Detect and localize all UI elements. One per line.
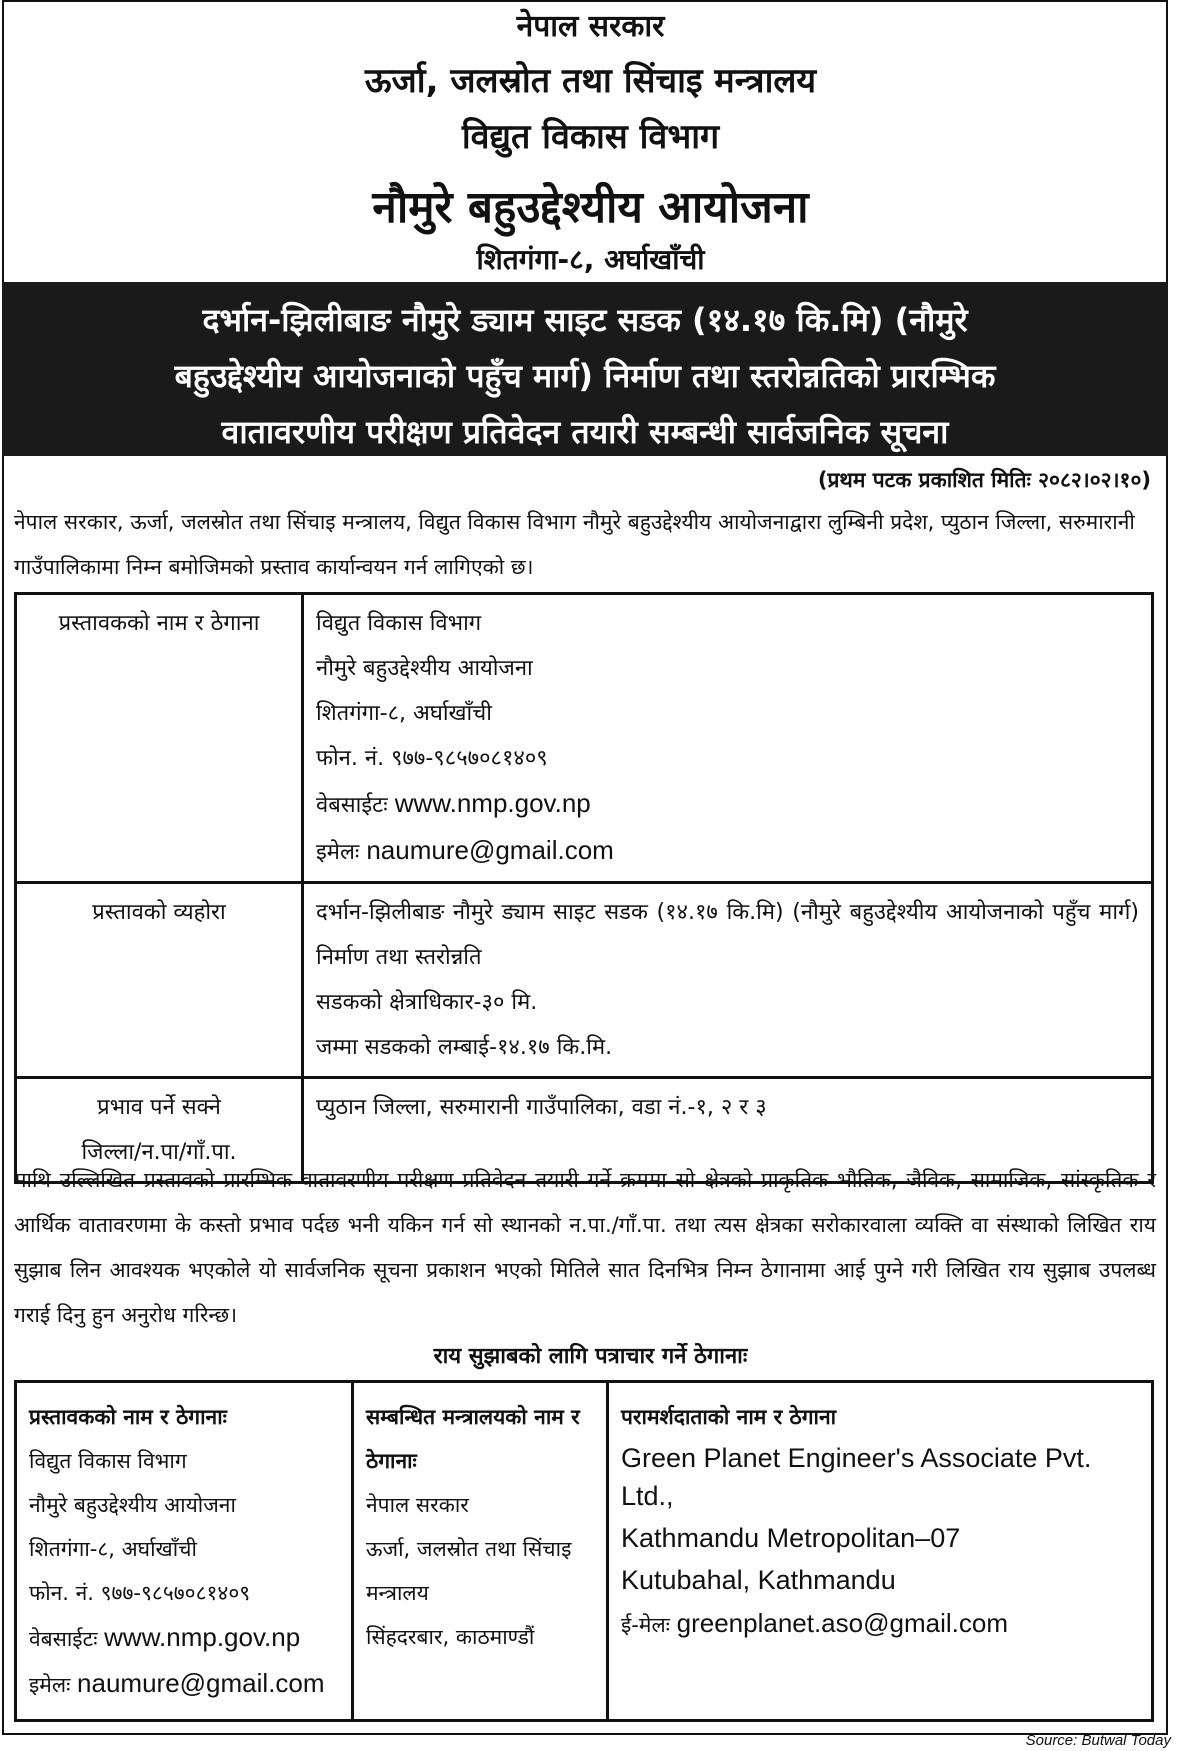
- header-project: नौमुरे बहुउद्देश्यीय आयोजना: [372, 182, 809, 233]
- header-ministry: ऊर्जा, जलस्रोत तथा सिंचाइ मन्त्रालय: [364, 61, 817, 101]
- proponent-address-phone: फोन. नं. ९७७-९८५७०८१४०९: [29, 1581, 251, 1605]
- consultant-locality: Kutubahal, Kathmandu: [621, 1565, 896, 1595]
- proponent-address-cell: [16, 1382, 353, 1721]
- email-link[interactable]: naumure@gmail.com: [77, 1668, 325, 1698]
- proponent-email-line: [316, 828, 1139, 875]
- ministry-location: सिंहदरबार, काठमाण्डौं: [366, 1625, 535, 1649]
- notice-title-line-1: दर्भान-झिलीबाङ नौमुरे ड्याम साइट सडक (१४.१७ कि.मि) (नौमुरे: [202, 301, 968, 339]
- proposal-label: प्रस्तावको व्यहोरा: [16, 883, 303, 1078]
- request-paragraph: माथि उल्लिखित प्रस्तावको प्रारम्भिक वातावरणीय परीक्षण प्रतिवेदन तयारी गर्ने क्रममा सो क्षेत्रको प्राकृतिक भौतिक, जैविक, सामाजिक, सांस्कृतिक र आर्थिक वातावरणमा के कस्तो प्रभाव पर्दछ भनी यकिन गर्न सो स्थानको न.पा./गाँ.पा. तथा त्यस क्षेत्रका सरोकारवाला व्यक्ति वा संस्थाको लिखित राय सुझाब लिन आवश्यक भएकोले यो सार्वजनिक सूचना प्रकाशन भएको मितिले सात दिनभित्र निम्न ठेगानामा आई पुग्ने गरी लिखित राय सुझाब उपलब्ध गराई दिनु हुन अनुरोध गरिन्छ।: [14, 1168, 1156, 1327]
- proposal-details: [303, 883, 1153, 1078]
- publication-date: (प्रथम पटक प्रकाशित मितिः २०८२।०२।१०): [817, 468, 1151, 492]
- ministry-address-heading: सम्बन्धित मन्त्रालयको नाम र ठेगानाः: [366, 1405, 580, 1473]
- proponent-address-location: शितगंगा-८, अर्घाखाँची: [29, 1537, 197, 1561]
- table-row: [16, 883, 1153, 1078]
- website-link[interactable]: www.nmp.gov.np: [394, 788, 591, 818]
- proponent-address-website-line: [29, 1615, 339, 1661]
- proponent-address-email-line: [29, 1661, 339, 1707]
- ministry-government: नेपाल सरकार: [366, 1493, 469, 1517]
- affected-area-label-line-1: प्रभाव पर्ने सक्ने: [97, 1095, 221, 1120]
- email-label: ई-मेलः: [621, 1613, 670, 1637]
- source-credit: Source: Butwal Today: [1025, 1732, 1171, 1749]
- proponent-address-project: नौमुरे बहुउद्देश्यीय आयोजना: [29, 1493, 236, 1517]
- consultant-municipality: Kathmandu Metropolitan–07: [621, 1523, 961, 1553]
- proponent-address-department: विद्युत विकास विभाग: [29, 1449, 187, 1473]
- ministry-address-cell: [353, 1382, 608, 1721]
- header-department: विद्युत विकास विभाग: [461, 117, 720, 157]
- correspondence-address-table: [14, 1380, 1154, 1722]
- proposal-details-table: [14, 592, 1154, 1184]
- proponent-address: शितगंगा-८, अर्घाखाँची: [316, 701, 492, 726]
- proposal-road-length: जम्मा सडकको लम्बाई-१४.१७ कि.मि.: [316, 1035, 613, 1060]
- affected-area-label-line-2: जिल्ला/न.पा/गाँ.पा.: [81, 1140, 237, 1165]
- proposal-right-of-way: सडकको क्षेत्राधिकार-३० मि.: [316, 990, 538, 1015]
- email-link[interactable]: greenplanet.aso@gmail.com: [676, 1608, 1008, 1638]
- proponent-details: [303, 594, 1153, 883]
- proponent-department: विद्युत विकास विभाग: [316, 611, 482, 636]
- consultant-address-cell: [608, 1382, 1153, 1721]
- email-link[interactable]: naumure@gmail.com: [366, 835, 614, 865]
- website-link[interactable]: www.nmp.gov.np: [104, 1622, 301, 1652]
- affected-area-value: प्युठान जिल्ला, सरुमारानी गाउँपालिका, वडा नं.-१, २ र ३: [303, 1078, 1153, 1183]
- correspondence-heading: राय सुझाबको लागि पत्राचार गर्ने ठेगानाः: [433, 1344, 748, 1369]
- table-row: [16, 1382, 1153, 1721]
- consultant-company: Green Planet Engineer's Associate Pvt. Ltd.,: [621, 1443, 1092, 1511]
- header-location: शितगंगा-८, अर्घाखाँची: [476, 243, 705, 276]
- proposal-description: दर्भान-झिलीबाङ नौमुरे ड्याम साइट सडक (१४.१७ कि.मि) (नौमुरे बहुउद्देश्यीय आयोजनाको पहुँच मार्ग) निर्माण तथा स्तरोन्नति: [316, 900, 1139, 970]
- intro-paragraph: नेपाल सरकार, ऊर्जा, जलस्रोत तथा सिंचाइ मन्त्रालय, विद्युत विकास विभाग नौमुरे बहुउद्देश्यीय आयोजनाद्वारा लुम्बिनी प्रदेश, प्युठान जिल्ला, सरुमारानी गाउँपालिकामा निम्न बमोजिमको प्रस्ताव कार्यान्वयन गर्न लागिएको छ।: [14, 510, 1135, 579]
- proponent-label: प्रस्तावकको नाम र ठेगाना: [16, 594, 303, 883]
- header-government: नेपाल सरकार: [516, 9, 665, 44]
- table-row: [16, 594, 1153, 883]
- consultant-email-line: [621, 1601, 1139, 1647]
- email-label: इमेलः: [316, 840, 360, 865]
- website-label: वेबसाईटः: [29, 1627, 98, 1651]
- proponent-project: नौमुरे बहुउद्देश्यीय आयोजना: [316, 656, 533, 681]
- consultant-address-heading: परामर्शदाताको नाम र ठेगाना: [621, 1405, 837, 1429]
- notice-title-line-3: वातावरणीय परीक्षण प्रतिवेदन तयारी सम्बन्धी सार्वजनिक सूचना: [221, 413, 949, 451]
- website-label: वेबसाईटः: [316, 793, 388, 818]
- notice-title-line-2: बहुउद्देश्यीय आयोजनाको पहुँच मार्ग) निर्माण तथा स्तरोन्नतिको प्रारम्भिक: [174, 357, 996, 395]
- email-label: इमेलः: [29, 1673, 71, 1697]
- ministry-name: ऊर्जा, जलस्रोत तथा सिंचाइ मन्त्रालय: [366, 1537, 572, 1605]
- proponent-website-line: [316, 781, 1139, 828]
- notice-title: [2, 282, 1168, 456]
- proponent-address-heading: प्रस्तावकको नाम र ठेगानाः: [29, 1405, 227, 1429]
- proponent-phone: फोन. नं. ९७७-९८५७०८१४०९: [316, 746, 548, 771]
